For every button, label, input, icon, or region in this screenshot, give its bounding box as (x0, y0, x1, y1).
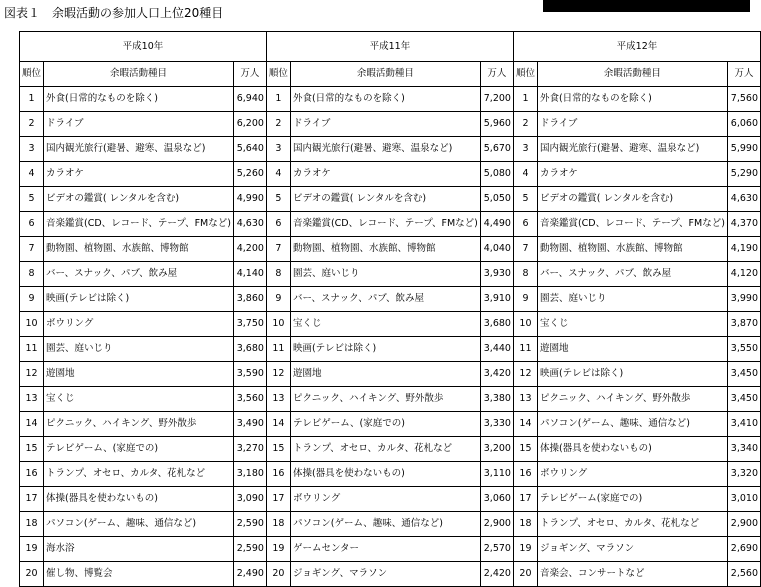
value-cell: 3,750 (233, 312, 266, 337)
activity-cell: カラオケ (290, 162, 480, 187)
value-cell: 3,490 (233, 412, 266, 437)
value-cell: 5,260 (233, 162, 266, 187)
rank-cell: 7 (266, 237, 290, 262)
value-cell: 5,670 (480, 137, 513, 162)
value-cell: 3,910 (480, 287, 513, 312)
activity-cell: ビデオの鑑賞( レンタルを含む) (290, 187, 480, 212)
activity-cell: バー、スナック、パブ、飲み屋 (44, 262, 234, 287)
value-cell: 5,960 (480, 112, 513, 137)
value-cell: 3,410 (727, 412, 760, 437)
value-cell: 3,550 (727, 337, 760, 362)
value-cell: 3,180 (233, 462, 266, 487)
rank-cell: 18 (266, 512, 290, 537)
rank-cell: 2 (20, 112, 44, 137)
value-cell: 3,420 (480, 362, 513, 387)
rank-header: 順位 (266, 62, 290, 87)
table-row (20, 262, 761, 287)
activity-cell: 遊園地 (290, 362, 480, 387)
value-cell: 7,200 (480, 87, 513, 112)
table-row (20, 112, 761, 137)
value-cell: 3,340 (727, 437, 760, 462)
rank-cell: 18 (20, 512, 44, 537)
rank-cell: 20 (513, 562, 537, 587)
rank-cell: 12 (20, 362, 44, 387)
year-header: 平成12年 (513, 32, 760, 62)
rank-cell: 5 (513, 187, 537, 212)
rank-cell: 5 (20, 187, 44, 212)
rank-cell: 10 (513, 312, 537, 337)
value-cell: 3,090 (233, 487, 266, 512)
activity-cell: ジョギング、マラソン (290, 562, 480, 587)
value-cell: 4,140 (233, 262, 266, 287)
table-row (20, 362, 761, 387)
value-cell: 3,380 (480, 387, 513, 412)
activity-cell: 映画(テレビは除く) (537, 362, 727, 387)
activity-cell: 音楽会、コンサートなど (537, 562, 727, 587)
value-cell: 3,450 (727, 387, 760, 412)
rank-cell: 2 (513, 112, 537, 137)
rank-cell: 18 (513, 512, 537, 537)
value-cell: 3,870 (727, 312, 760, 337)
rank-cell: 1 (266, 87, 290, 112)
activity-cell: 遊園地 (44, 362, 234, 387)
header-black-bar (543, 0, 750, 12)
table-row (20, 312, 761, 337)
year-header: 平成10年 (20, 32, 267, 62)
table-row (20, 562, 761, 587)
activity-cell: ビデオの鑑賞( レンタルを含む) (537, 187, 727, 212)
activity-cell: 音楽鑑賞(CD、レコード、テープ、FMなど) (537, 212, 727, 237)
activity-cell: テレビゲーム、(家庭での) (290, 412, 480, 437)
table-row (20, 387, 761, 412)
value-cell: 2,560 (727, 562, 760, 587)
activity-cell: 動物園、植物園、水族館、博物館 (290, 237, 480, 262)
value-cell: 3,930 (480, 262, 513, 287)
value-cell: 5,050 (480, 187, 513, 212)
activity-cell: パソコン(ゲーム、趣味、通信など) (44, 512, 234, 537)
activity-cell: 園芸、庭いじり (537, 287, 727, 312)
activity-cell: ドライブ (44, 112, 234, 137)
table-row (20, 462, 761, 487)
activity-cell: 映画(テレビは除く) (44, 287, 234, 312)
value-cell: 5,290 (727, 162, 760, 187)
value-cell: 4,190 (727, 237, 760, 262)
value-cell: 2,570 (480, 537, 513, 562)
activity-cell: トランプ、オセロ、カルタ、花札など (290, 437, 480, 462)
value-cell: 4,990 (233, 187, 266, 212)
value-cell: 4,490 (480, 212, 513, 237)
activity-cell: ピクニック、ハイキング、野外散歩 (537, 387, 727, 412)
rank-cell: 11 (513, 337, 537, 362)
activity-cell: パソコン(ゲーム、趣味、通信など) (290, 512, 480, 537)
value-cell: 5,640 (233, 137, 266, 162)
rank-cell: 4 (513, 162, 537, 187)
activity-cell: 宝くじ (537, 312, 727, 337)
rank-header: 順位 (20, 62, 44, 87)
activity-cell: ボウリング (290, 487, 480, 512)
table-row (20, 162, 761, 187)
unit-header: 万人 (727, 62, 760, 87)
rank-cell: 5 (266, 187, 290, 212)
activity-cell: 体操(器具を使わないもの) (290, 462, 480, 487)
activity-cell: 動物園、植物園、水族館、博物館 (537, 237, 727, 262)
activity-cell: カラオケ (44, 162, 234, 187)
activity-cell: 国内観光旅行(避暑、避寒、温泉など) (537, 137, 727, 162)
rank-cell: 3 (513, 137, 537, 162)
rank-cell: 4 (266, 162, 290, 187)
value-cell: 4,040 (480, 237, 513, 262)
activity-cell: 外食(日常的なものを除く) (290, 87, 480, 112)
value-cell: 3,680 (480, 312, 513, 337)
year-header: 平成11年 (266, 32, 513, 62)
rank-cell: 12 (513, 362, 537, 387)
activity-cell: 音楽鑑賞(CD、レコード、テープ、FMなど) (290, 212, 480, 237)
activity-cell: パソコン(ゲーム、趣味、通信など) (537, 412, 727, 437)
table-row (20, 187, 761, 212)
activity-cell: 遊園地 (537, 337, 727, 362)
activity-cell: テレビゲーム、(家庭での) (44, 437, 234, 462)
activity-cell: 体操(器具を使わないもの) (44, 487, 234, 512)
rank-cell: 6 (513, 212, 537, 237)
rank-cell: 17 (20, 487, 44, 512)
rank-cell: 4 (20, 162, 44, 187)
unit-header: 万人 (480, 62, 513, 87)
rank-cell: 15 (513, 437, 537, 462)
activity-cell: 宝くじ (44, 387, 234, 412)
rank-cell: 13 (513, 387, 537, 412)
value-cell: 4,370 (727, 212, 760, 237)
rank-header: 順位 (513, 62, 537, 87)
table-row (20, 537, 761, 562)
activity-header: 余暇活動種目 (537, 62, 727, 87)
activity-cell: 国内観光旅行(避暑、避寒、温泉など) (44, 137, 234, 162)
activity-cell: ボウリング (44, 312, 234, 337)
rank-cell: 16 (20, 462, 44, 487)
table-row (20, 212, 761, 237)
activity-cell: 外食(日常的なものを除く) (537, 87, 727, 112)
activity-cell: カラオケ (537, 162, 727, 187)
activity-cell: トランプ、オセロ、カルタ、花札など (44, 462, 234, 487)
value-cell: 3,110 (480, 462, 513, 487)
value-cell: 2,590 (233, 512, 266, 537)
activity-cell: ジョギング、マラソン (537, 537, 727, 562)
table-row (20, 287, 761, 312)
value-cell: 3,560 (233, 387, 266, 412)
rank-cell: 14 (20, 412, 44, 437)
value-cell: 4,630 (233, 212, 266, 237)
table-row (20, 512, 761, 537)
value-cell: 3,320 (727, 462, 760, 487)
value-cell: 3,450 (727, 362, 760, 387)
value-cell: 6,940 (233, 87, 266, 112)
rank-cell: 11 (20, 337, 44, 362)
rank-cell: 10 (20, 312, 44, 337)
rank-cell: 16 (513, 462, 537, 487)
activity-cell: トランプ、オセロ、カルタ、花札など (537, 512, 727, 537)
activity-cell: 国内観光旅行(避暑、避寒、温泉など) (290, 137, 480, 162)
value-cell: 3,060 (480, 487, 513, 512)
rank-cell: 15 (20, 437, 44, 462)
activity-cell: テレビゲーム(家庭での) (537, 487, 727, 512)
rank-cell: 20 (266, 562, 290, 587)
activity-cell: 海水浴 (44, 537, 234, 562)
value-cell: 4,120 (727, 262, 760, 287)
value-cell: 2,590 (233, 537, 266, 562)
activity-cell: 外食(日常的なものを除く) (44, 87, 234, 112)
value-cell: 2,900 (480, 512, 513, 537)
activity-cell: 園芸、庭いじり (44, 337, 234, 362)
rank-cell: 3 (266, 137, 290, 162)
value-cell: 4,630 (727, 187, 760, 212)
activity-cell: 宝くじ (290, 312, 480, 337)
rank-cell: 14 (266, 412, 290, 437)
rank-cell: 6 (266, 212, 290, 237)
rank-cell: 14 (513, 412, 537, 437)
rank-cell: 2 (266, 112, 290, 137)
value-cell: 3,270 (233, 437, 266, 462)
rank-cell: 9 (513, 287, 537, 312)
table-row (20, 412, 761, 437)
table-row (20, 237, 761, 262)
rank-cell: 8 (513, 262, 537, 287)
table-row (20, 87, 761, 112)
value-cell: 5,990 (727, 137, 760, 162)
activity-cell: ゲームセンター (290, 537, 480, 562)
rank-cell: 20 (20, 562, 44, 587)
activity-cell: ドライブ (290, 112, 480, 137)
activity-cell: ボウリング (537, 462, 727, 487)
activity-cell: 催し物、博覧会 (44, 562, 234, 587)
value-cell: 5,080 (480, 162, 513, 187)
rank-cell: 19 (20, 537, 44, 562)
value-cell: 7,560 (727, 87, 760, 112)
value-cell: 2,900 (727, 512, 760, 537)
value-cell: 2,420 (480, 562, 513, 587)
value-cell: 3,200 (480, 437, 513, 462)
table-row (20, 137, 761, 162)
value-cell: 6,200 (233, 112, 266, 137)
value-cell: 2,490 (233, 562, 266, 587)
value-cell: 3,590 (233, 362, 266, 387)
activity-cell: 園芸、庭いじり (290, 262, 480, 287)
value-cell: 3,330 (480, 412, 513, 437)
activity-cell: バー、スナック、パブ、飲み屋 (537, 262, 727, 287)
value-cell: 3,860 (233, 287, 266, 312)
value-cell: 2,690 (727, 537, 760, 562)
rank-cell: 3 (20, 137, 44, 162)
value-cell: 3,680 (233, 337, 266, 362)
year-header-row (20, 32, 761, 62)
rank-cell: 8 (266, 262, 290, 287)
figure-title: 図表１ 余暇活動の参加人口上位20種目 (4, 6, 224, 20)
rank-cell: 7 (513, 237, 537, 262)
rank-cell: 7 (20, 237, 44, 262)
rank-cell: 10 (266, 312, 290, 337)
rank-cell: 12 (266, 362, 290, 387)
activity-cell: ビデオの鑑賞( レンタルを含む) (44, 187, 234, 212)
activity-header: 余暇活動種目 (290, 62, 480, 87)
unit-header: 万人 (233, 62, 266, 87)
value-cell: 3,010 (727, 487, 760, 512)
activity-cell: ドライブ (537, 112, 727, 137)
rank-cell: 15 (266, 437, 290, 462)
activity-cell: ピクニック、ハイキング、野外散歩 (290, 387, 480, 412)
rank-cell: 19 (513, 537, 537, 562)
activity-cell: 音楽鑑賞(CD、レコード、テープ、FMなど) (44, 212, 234, 237)
value-cell: 6,060 (727, 112, 760, 137)
activity-cell: バー、スナック、パブ、飲み屋 (290, 287, 480, 312)
value-cell: 4,200 (233, 237, 266, 262)
rank-cell: 1 (513, 87, 537, 112)
rank-cell: 9 (20, 287, 44, 312)
table-row (20, 337, 761, 362)
value-cell: 3,440 (480, 337, 513, 362)
rank-cell: 11 (266, 337, 290, 362)
activity-cell: ピクニック、ハイキング、野外散歩 (44, 412, 234, 437)
rank-cell: 9 (266, 287, 290, 312)
rank-cell: 17 (513, 487, 537, 512)
value-cell: 3,990 (727, 287, 760, 312)
rank-cell: 1 (20, 87, 44, 112)
ranking-table (19, 31, 761, 587)
table-row (20, 437, 761, 462)
column-header-row (20, 62, 761, 87)
rank-cell: 6 (20, 212, 44, 237)
rank-cell: 13 (266, 387, 290, 412)
rank-cell: 13 (20, 387, 44, 412)
rank-cell: 19 (266, 537, 290, 562)
activity-cell: 体操(器具を使わないもの) (537, 437, 727, 462)
table-row (20, 487, 761, 512)
activity-cell: 映画(テレビは除く) (290, 337, 480, 362)
activity-header: 余暇活動種目 (44, 62, 234, 87)
rank-cell: 17 (266, 487, 290, 512)
rank-cell: 8 (20, 262, 44, 287)
rank-cell: 16 (266, 462, 290, 487)
activity-cell: 動物園、植物園、水族館、博物館 (44, 237, 234, 262)
